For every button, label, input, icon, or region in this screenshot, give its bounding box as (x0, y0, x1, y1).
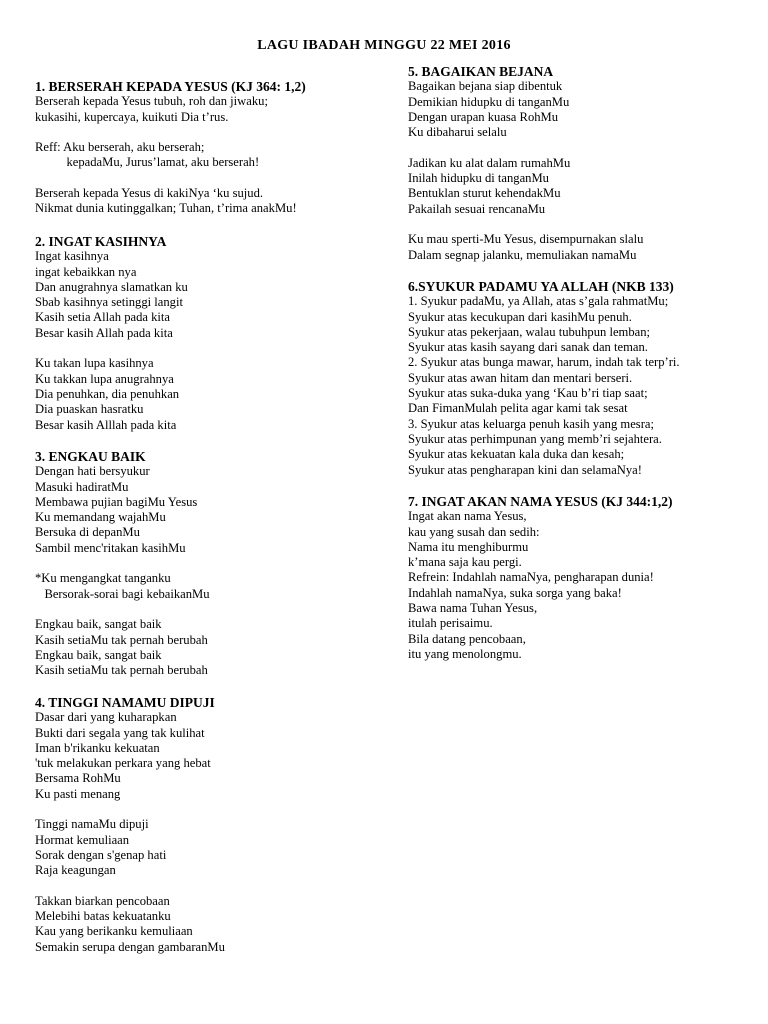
lyric-line: Dasar dari yang kuharapkan (35, 710, 177, 725)
lyric-line: Dalam segnap jalanku, memuliakan namaMu (408, 247, 637, 262)
lyric-line: Ku memandang wajahMu (35, 510, 166, 525)
blank-line (35, 802, 395, 817)
lyric-line: Besar kasih Alllah pada kita (35, 417, 177, 432)
page-title: LAGU IBADAH MINGGU 22 MEI 2016 (257, 38, 511, 53)
lyric-line: Bersuka di depanMu (35, 525, 140, 540)
lyric-line: Refrein: Indahlah namaNya, pengharapan dunia! (408, 570, 654, 585)
lyric-line: Ingat akan nama Yesus, (408, 509, 527, 524)
lyric-line: Besar kasih Allah pada kita (35, 325, 173, 340)
lyric-line: Bersorak-sorai bagi kebaikanMu (35, 586, 210, 601)
lyric-line: itu yang menolongmu. (408, 646, 522, 661)
lyric-line: Semakin serupa dengan gambaranMu (35, 939, 225, 954)
lyric-line: Kasih setia Allah pada kita (35, 310, 170, 325)
lyric-line: Syukur atas perhimpunan yang memb’ri sejahtera. (408, 431, 662, 446)
song-section (35, 79, 395, 217)
lyric-line: Dengan urapan kuasa RohMu (408, 109, 559, 124)
lyric-line: Berserah kepada Yesus tubuh, roh dan jiwaku; (35, 94, 268, 109)
blank-line (35, 171, 395, 186)
lyric-line: Hormat kemuliaan (35, 832, 130, 847)
song-title: 7. INGAT AKAN NAMA YESUS (KJ 344:1,2) (408, 494, 673, 509)
lyric-line: k’mana saja kau pergi. (408, 555, 522, 570)
lyric-line: Dan FimanMulah pelita agar kami tak sesat (408, 401, 628, 416)
lyric-line: Bagaikan bejana siap dibentuk (408, 79, 563, 94)
lyric-line: Ku takan lupa kasihnya (35, 356, 154, 371)
lyric-line: Syukur atas pekerjaan, walau tubuhpun lemban; (408, 324, 651, 339)
lyric-line: Berserah kepada Yesus di kakiNya ‘ku sujud. (35, 186, 264, 201)
song-section (408, 494, 753, 662)
song-title: 2. INGAT KASIHNYA (35, 234, 167, 249)
lyric-line: 1. Syukur padaMu, ya Allah, atas s’gala rahmatMu; (408, 294, 669, 309)
lyric-line: 'tuk melakukan perkara yang hebat (35, 756, 211, 771)
lyric-line: 2. Syukur atas bunga mawar, harum, indah tak terp’ri. (408, 355, 680, 370)
lyric-line: Reff: Aku berserah, aku berserah; (35, 140, 205, 155)
lyric-line: Sbab kasihnya setinggi langit (35, 295, 183, 310)
song-title: 3. ENGKAU BAIK (35, 449, 146, 464)
lyric-line: Demikian hidupku di tanganMu (408, 94, 570, 109)
lyric-line: Masuki hadiratMu (35, 479, 129, 494)
lyric-line: *Ku mengangkat tanganku (35, 571, 171, 586)
blank-line (35, 125, 395, 140)
lyric-line: Sorak dengan s'genap hati (35, 847, 167, 862)
lyric-line: Indahlah namaNya, suka sorga yang baka! (408, 585, 622, 600)
lyric-line: kukasihi, kupercaya, kuikuti Dia t’rus. (35, 109, 229, 124)
lyric-line: kepadaMu, Jurus’lamat, aku berserah! (35, 155, 260, 170)
lyric-line: Syukur atas kekuatan kala duka dan kesah; (408, 447, 625, 462)
lyric-line: Jadikan ku alat dalam rumahMu (408, 155, 571, 170)
song-section (35, 449, 395, 678)
song-title: 1. BERSERAH KEPADA YESUS (KJ 364: 1,2) (35, 79, 306, 94)
lyric-line: 3. Syukur atas keluarga penuh kasih yang mesra; (408, 416, 654, 431)
lyric-line: Pakailah sesuai rencanaMu (408, 201, 546, 216)
lyric-line: Nikmat dunia kutinggalkan; Tuhan, t’rima anakMu! (35, 201, 297, 216)
lyric-line: Syukur atas kasih sayang dari sanak dan teman. (408, 340, 648, 355)
lyric-line: Membawa pujian bagiMu Yesus (35, 494, 198, 509)
lyric-line: Engkau baik, sangat baik (35, 647, 162, 662)
lyric-line: Dan anugrahnya slamatkan ku (35, 279, 188, 294)
lyric-line: Melebihi batas kekuatanku (35, 909, 171, 924)
lyric-line: Nama itu menghiburmu (408, 539, 529, 554)
song-title: 5. BAGAIKAN BEJANA (408, 64, 554, 79)
blank-line (408, 217, 753, 232)
lyric-line: ingat kebaikkan nya (35, 264, 137, 279)
lyric-line: Sambil menc'ritakan kasihMu (35, 540, 186, 555)
lyric-line: Kasih setiaMu tak pernah berubah (35, 632, 208, 647)
lyric-line: Syukur atas kecukupan dari kasihMu penuh. (408, 309, 632, 324)
song-section (35, 234, 395, 433)
lyric-line: Bentuklan sturut kehendakMu (408, 186, 561, 201)
lyric-line: Ku mau sperti-Mu Yesus, disempurnakan slalu (408, 232, 644, 247)
blank-line (35, 879, 395, 894)
lyric-line: Syukur atas awan hitam dan mentari berseri. (408, 370, 633, 385)
lyric-line: Tinggi namaMu dipuji (35, 817, 149, 832)
song-title: 6.SYUKUR PADAMU YA ALLAH (NKB 133) (408, 279, 674, 294)
song-section (408, 64, 753, 263)
lyric-line: kau yang susah dan sedih: (408, 524, 540, 539)
lyric-line: Bawa nama Tuhan Yesus, (408, 601, 538, 616)
blank-line (408, 140, 753, 155)
lyric-line: Iman b'rikanku kekuatan (35, 740, 160, 755)
lyric-line: Syukur atas suka-duka yang ‘Kau b’ri tiap saat; (408, 386, 648, 401)
lyric-line: Ku dibaharui selalu (408, 125, 507, 140)
lyric-line: Bila datang pencobaan, (408, 631, 526, 646)
lyric-line: Ku pasti menang (35, 786, 121, 801)
lyric-line: Raja keagungan (35, 863, 116, 878)
lyric-line: Syukur atas pengharapan kini dan selamaNya! (408, 462, 642, 477)
song-section (408, 279, 753, 478)
lyric-line: Dengan hati bersyukur (35, 464, 150, 479)
lyric-line: Bukti dari segala yang tak kulihat (35, 725, 205, 740)
lyric-line: Kau yang berikanku kemuliaan (35, 924, 193, 939)
lyric-line: itulah perisaimu. (408, 616, 493, 631)
lyric-line: Dia puaskan hasratku (35, 402, 144, 417)
blank-line (35, 602, 395, 617)
lyric-line: Bersama RohMu (35, 771, 121, 786)
lyric-line: Takkan biarkan pencobaan (35, 893, 170, 908)
blank-line (35, 556, 395, 571)
lyric-line: Kasih setiaMu tak pernah berubah (35, 663, 208, 678)
blank-line (35, 341, 395, 356)
lyric-line: Inilah hidupku di tanganMu (408, 171, 549, 186)
lyric-line: Engkau baik, sangat baik (35, 617, 162, 632)
song-title: 4. TINGGI NAMAMU DIPUJI (35, 695, 215, 710)
lyric-line: Ingat kasihnya (35, 249, 109, 264)
lyric-line: Ku takkan lupa anugrahnya (35, 371, 174, 386)
song-section (35, 695, 395, 955)
lyric-line: Dia penuhkan, dia penuhkan (35, 386, 180, 401)
